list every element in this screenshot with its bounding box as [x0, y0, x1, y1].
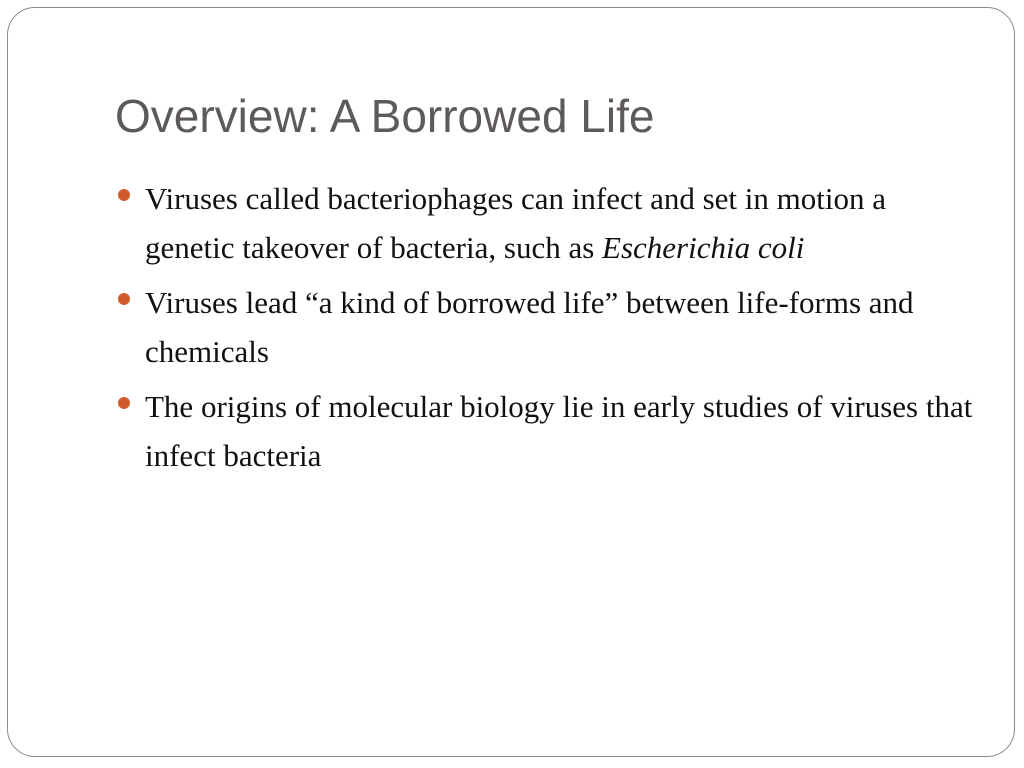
bullet-text: Viruses called bacteriophages can infect and set in motion a genetic takeover of bacteria, such as [145, 181, 887, 265]
bullet-marker-icon [118, 189, 130, 201]
bullet-marker-icon [118, 397, 130, 409]
slide-title: Overview: A Borrowed Life [115, 90, 655, 142]
bullet-text: The origins of molecular biology lie in early studies of viruses that infect bacteria [145, 389, 973, 473]
slide-frame [7, 7, 1015, 757]
bullet-item [145, 174, 975, 272]
bullet-marker-icon [118, 293, 130, 305]
bullet-list [145, 174, 975, 486]
bullet-item [145, 278, 975, 376]
bullet-text: Viruses lead “a kind of borrowed life” between life-forms and chemicals [145, 285, 914, 369]
species-name: Escherichia coli [602, 230, 805, 265]
bullet-item [145, 382, 975, 480]
